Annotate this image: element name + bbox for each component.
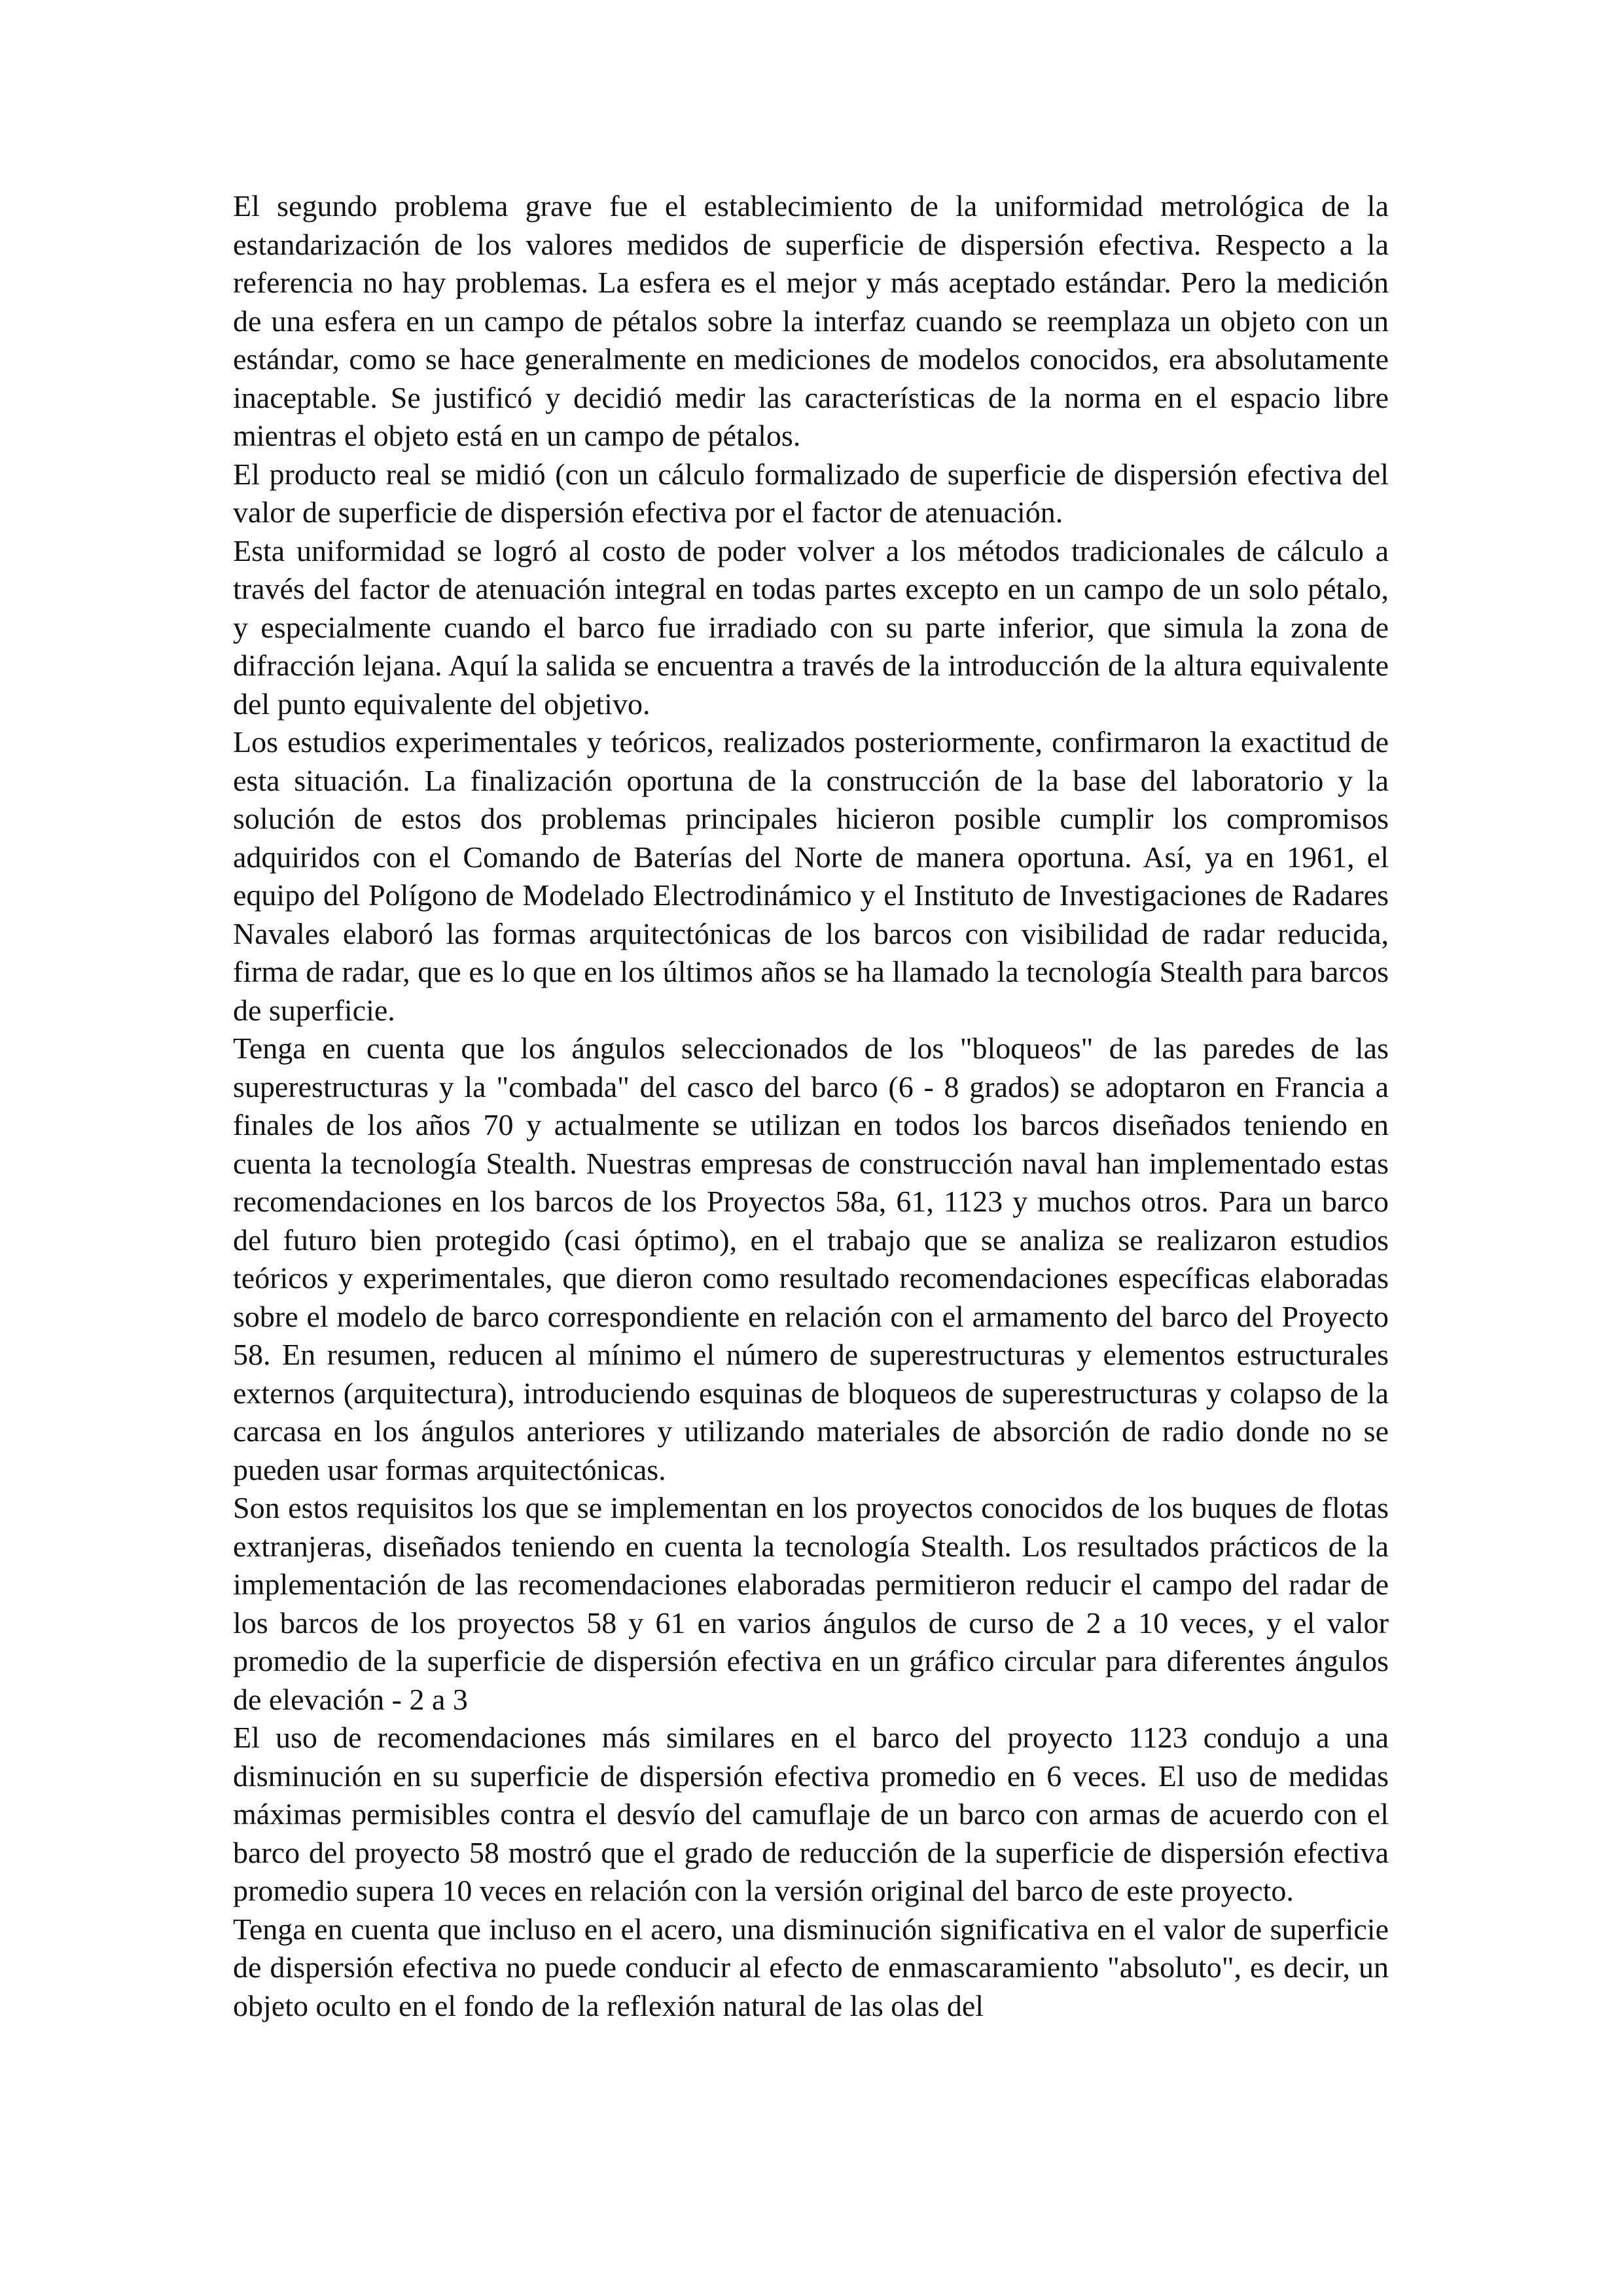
document-body [233,187,1389,2025]
paragraph-1: El segundo problema grave fue el establecimiento de la uniformidad metrológica de la estandarización de los valores medidos de superficie de dispersión efectiva. Respecto a la referencia no hay problemas. La esfera es el mejor y más aceptado estándar. Pero la medición de una esfera en un campo de pétalos sobre la interfaz cuando se reemplaza un objeto con un estándar, como se hace generalmente en mediciones de modelos conocidos, era absolutamente inaceptable. Se justificó y decidió medir las características de la norma en el espacio libre mientras el objeto está en un campo de pétalos. [233,189,1389,452]
paragraph-2: El producto real se midió (con un cálculo formalizado de superficie de dispersión efectiva del valor de superficie de dispersión efectiva por el factor de atenuación. [233,457,1389,529]
paragraph-6: Son estos requisitos los que se implementan en los proyectos conocidos de los buques de flotas extranjeras, diseñados teniendo en cuenta la tecnología Stealth. Los resultados prácticos de la implementación de las recomendaciones elaboradas permitieron reducir el campo del radar de los barcos de los proyectos 58 y 61 en varios ángulos de curso de 2 a 10 veces, y el valor promedio de la superficie de dispersión efectiva en un gráfico circular para diferentes ángulos de elevación - 2 a 3 [233,1491,1389,1716]
paragraph-3: Esta uniformidad se logró al costo de poder volver a los métodos tradicionales de cálculo a través del factor de atenuación integral en todas partes excepto en un campo de un solo pétalo, y especialmente cuando el barco fue irradiado con su parte inferior, que simula la zona de difracción lejana. Aquí la salida se encuentra a través de la introducción de la altura equivalente del punto equivalente del objetivo. [233,533,1389,721]
paragraph-8: Tenga en cuenta que incluso en el acero, una disminución significativa en el valor de superficie de dispersión efectiva no puede conducir al efecto de enmascaramiento "absoluto", es decir, un objeto oculto en el fondo de la reflexión natural de las olas del [233,1912,1389,2022]
paragraph-7: El uso de recomendaciones más similares en el barco del proyecto 1123 condujo a una disminución en su superficie de dispersión efectiva promedio en 6 veces. El uso de medidas máximas permisibles contra el desvío del camuflaje de un barco con armas de acuerdo con el barco del proyecto 58 mostró que el grado de reducción de la superficie de dispersión efectiva promedio supera 10 veces en relación con la versión original del barco de este proyecto. [233,1721,1389,1907]
paragraph-5: Tenga en cuenta que los ángulos seleccionados de los "bloqueos" de las paredes de las superestructuras y la "combada" del casco del barco (6 - 8 grados) se adoptaron en Francia a finales de los años 70 y actualmente se utilizan en todos los barcos diseñados teniendo en cuenta la tecnología Stealth. Nuestras empresas de construcción naval han implementado estas recomendaciones en los barcos de los Proyectos 58a, 61, 1123 y muchos otros. Para un barco del futuro bien protegido (casi óptimo), en el trabajo que se analiza se realizaron estudios teóricos y experimentales, que dieron como resultado recomendaciones específicas elaboradas sobre el modelo de barco correspondiente en relación con el armamento del barco del Proyecto 58. En resumen, reducen al mínimo el número de superestructuras y elementos estructurales externos (arquitectura), introduciendo esquinas de bloqueos de superestructuras y colapso de la carcasa en los ángulos anteriores y utilizando materiales de absorción de radio donde no se pueden usar formas arquitectónicas. [233,1031,1389,1486]
paragraph-4: Los estudios experimentales y teóricos, realizados posteriormente, confirmaron la exactitud de esta situación. La finalización oportuna de la construcción de la base del laboratorio y la solución de estos dos problemas principales hicieron posible cumplir los compromisos adquiridos con el Comando de Baterías del Norte de manera oportuna. Así, ya en 1961, el equipo del Polígono de Modelado Electrodinámico y el Instituto de Investigaciones de Radares Navales elaboró las formas arquitectónicas de los barcos con visibilidad de radar reducida, firma de radar, que es lo que en los últimos años se ha llamado la tecnología Stealth para barcos de superficie. [233,725,1389,1027]
